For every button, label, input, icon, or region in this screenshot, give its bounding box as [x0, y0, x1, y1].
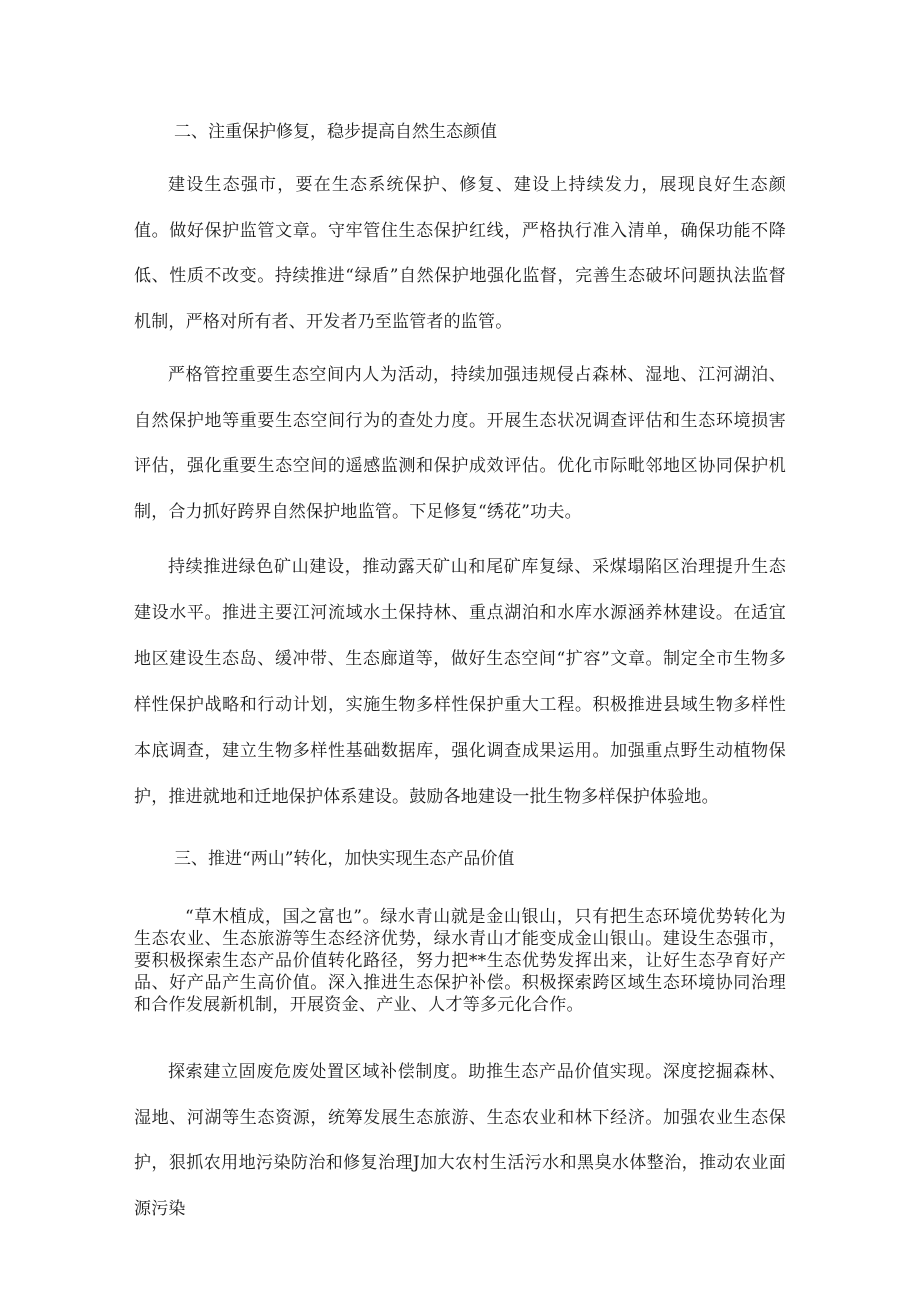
section-heading-2: 二、注重保护修复，稳步提高自然生态颜值: [174, 122, 497, 142]
paragraph-3: 持续推进绿色矿山建设，推动露天矿山和尾矿库复绿、采煤塌陷区治理提升生态建设水平。推进主要江河流域水土保持林、重点湖泊和水库水源涵养林建设。在适宜地区建设生态岛、缓冲带、生态廊道等，做好生态空间“扩容”文章。制定全市生物多样性保护战略和行动计划，实施生物多样性保护重大工程。积极推进县域生物多样性本底调查，建立生物多样性基础数据库，强化调查成果运用。加强重点野生动植物保护，推进就地和迁地保护体系建设。鼓励各地建设一批生物多样保护体验地。: [134, 557, 786, 807]
section-heading-3: 三、推进“两山”转化，加快实现生态产品价值: [174, 849, 515, 869]
paragraph-5: 探索建立固废危废处置区域补偿制度。助推生态产品价值实现。深度挖掘森林、湿地、河湖等生态资源，统筹发展生态旅游、生态农业和林下经济。加强农业生态保护，狠抓农用地污染防治和修复治理J加大农村生活污水和黑臭水体整治，推动农业面源污染: [134, 1062, 786, 1219]
paragraph-4: “草木植成，国之富也”。绿水青山就是金山银山，只有把生态环境优势转化为生态农业、生态旅游等生态经济优势，绿水青山才能变成金山银山。建设生态强市，要积极探索生态产品价值转化路径，努力把**生态优势发挥出来，让好生态孕育好产品、好产品产生高价值。深入推进生态保护补偿。积极探索跨区域生态环境协同治理和合作发展新机制，开展资金、产业、人才等多元化合作。: [134, 907, 786, 1015]
paragraph-1: 建设生态强市，要在生态系统保护、修复、建设上持续发力，展现良好生态颜值。做好保护监管文章。守牢管住生态保护红线，严格执行准入清单，确保功能不降低、性质不改变。持续推进“绿盾”自然保护地强化监督，完善生态破坏问题执法监督机制，严格对所有者、开发者乃至监管者的监管。: [134, 175, 786, 332]
paragraph-2: 严格管控重要生态空间内人为活动，持续加强违规侵占森林、湿地、江河湖泊、自然保护地等重要生态空间行为的查处力度。开展生态状况调查评估和生态环境损害评估，强化重要生态空间的遥感监测和保护成效评估。优化市际毗邻地区协同保护机制，合力抓好跨界自然保护地监管。下足修复“绣花”功夫。: [134, 365, 786, 522]
